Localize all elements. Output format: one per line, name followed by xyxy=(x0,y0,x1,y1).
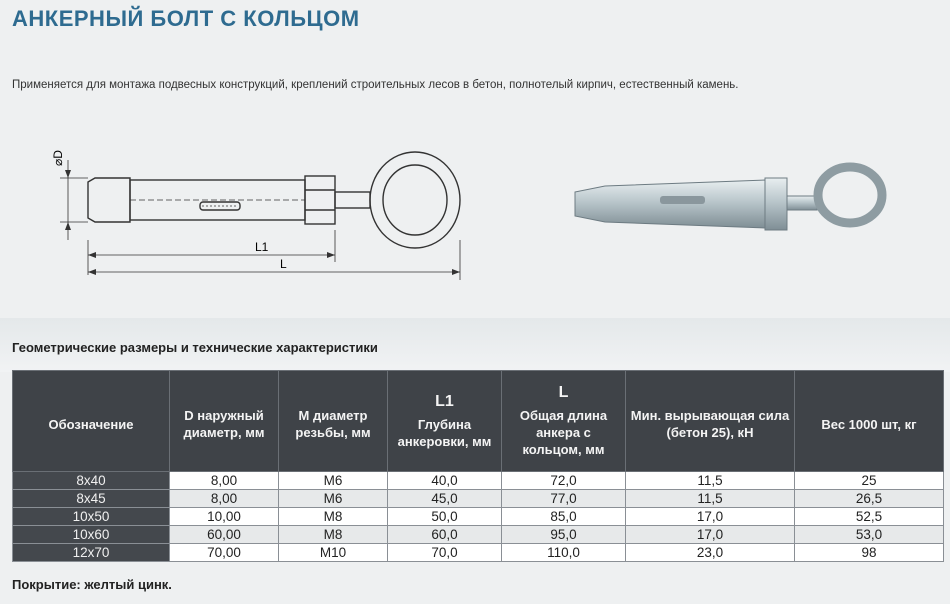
table-row xyxy=(13,544,944,562)
cell-outer-diameter: 8,00 xyxy=(170,472,279,490)
cell-weight: 52,5 xyxy=(795,508,944,526)
col-header-outer-diameter: D наружный диаметр, мм xyxy=(170,371,279,472)
cell-weight: 25 xyxy=(795,472,944,490)
cell-weight: 53,0 xyxy=(795,526,944,544)
dim-l1-label: L1 xyxy=(255,240,269,254)
cell-length: 110,0 xyxy=(502,544,626,562)
table-row xyxy=(13,508,944,526)
cell-outer-diameter: 10,00 xyxy=(170,508,279,526)
cell-designation: 10x50 xyxy=(13,508,170,526)
cell-length: 95,0 xyxy=(502,526,626,544)
cell-weight: 98 xyxy=(795,544,944,562)
table-row xyxy=(13,472,944,490)
cell-designation: 8x40 xyxy=(13,472,170,490)
cell-depth: 45,0 xyxy=(388,490,502,508)
cell-length: 72,0 xyxy=(502,472,626,490)
cell-outer-diameter: 8,00 xyxy=(170,490,279,508)
cell-force: 11,5 xyxy=(626,472,795,490)
cell-thread: M8 xyxy=(279,526,388,544)
dim-l-label: L xyxy=(280,257,287,271)
cell-outer-diameter: 70,00 xyxy=(170,544,279,562)
product-photo xyxy=(565,150,895,260)
cell-thread: M8 xyxy=(279,508,388,526)
cell-depth: 70,0 xyxy=(388,544,502,562)
dim-d-label: ⌀D xyxy=(51,150,65,166)
cell-force: 17,0 xyxy=(626,526,795,544)
spec-table xyxy=(12,370,944,562)
cell-depth: 50,0 xyxy=(388,508,502,526)
cell-force: 17,0 xyxy=(626,508,795,526)
coating-note: Покрытие: желтый цинк. xyxy=(12,577,172,592)
cell-thread: M10 xyxy=(279,544,388,562)
cell-thread: M6 xyxy=(279,472,388,490)
table-header-row xyxy=(13,371,944,472)
cell-length: 85,0 xyxy=(502,508,626,526)
cell-depth: 60,0 xyxy=(388,526,502,544)
description: Применяется для монтажа подвесных конструкций, креплений строительных лесов в бетон, полнотелый кирпич, естественный камень. xyxy=(12,79,739,91)
cell-length: 77,0 xyxy=(502,490,626,508)
cell-force: 23,0 xyxy=(626,544,795,562)
col-header-total-length: L Общая длина анкера с кольцом, мм xyxy=(502,371,626,472)
col-header-thread-diameter: M диаметр резьбы, мм xyxy=(279,371,388,472)
col-header-designation: Обозначение xyxy=(13,371,170,472)
cell-designation: 8x45 xyxy=(13,490,170,508)
cell-weight: 26,5 xyxy=(795,490,944,508)
table-row xyxy=(13,526,944,544)
technical-drawing xyxy=(50,120,470,285)
cell-designation: 10x60 xyxy=(13,526,170,544)
table-row xyxy=(13,490,944,508)
cell-depth: 40,0 xyxy=(388,472,502,490)
cell-outer-diameter: 60,00 xyxy=(170,526,279,544)
col-header-weight: Вес 1000 шт, кг xyxy=(795,371,944,472)
cell-force: 11,5 xyxy=(626,490,795,508)
cell-thread: M6 xyxy=(279,490,388,508)
section-title: Геометрические размеры и технические характеристики xyxy=(12,340,378,355)
cell-designation: 12x70 xyxy=(13,544,170,562)
col-header-pullout-force: Мин. вырывающая сила (бетон 25), кН xyxy=(626,371,795,472)
page-title: АНКЕРНЫЙ БОЛТ С КОЛЬЦОМ xyxy=(12,6,360,31)
col-header-anchoring-depth: L1 Глубина анкеровки, мм xyxy=(388,371,502,472)
